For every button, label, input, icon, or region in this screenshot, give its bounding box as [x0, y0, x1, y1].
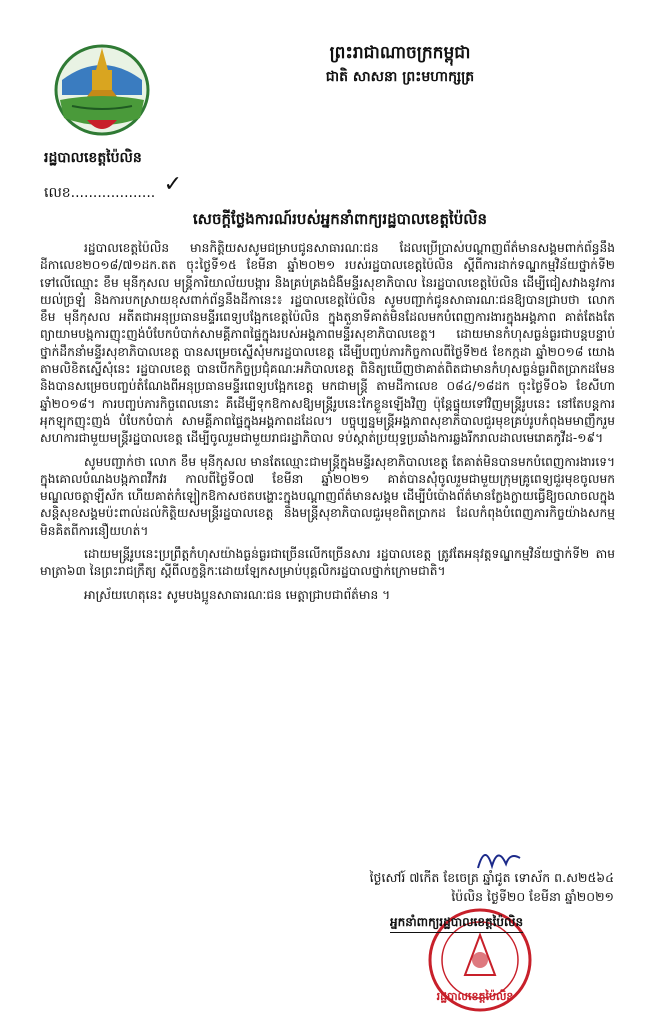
checkmark-icon: ✓: [163, 172, 183, 197]
paragraph-4: អាស្រ័យហេតុនេះ សូមបងប្អូនសាធារណៈជន មេត្តាជ្រាបជាព័ត៌មាន ។: [84, 587, 391, 602]
lunar-date: ថ្ងៃសៅរ៍ ៧កើត ខែចេត្រ ឆ្នាំជូត ទោស័ក ព.ស២៥៦៤: [369, 870, 614, 885]
document-body: [40, 240, 615, 610]
paragraph-1: រដ្ឋបាលខេត្តប៉ៃលិន មានកិត្តិយសសូមជម្រាបជូនសាធារណៈជន ដែលប្រើប្រាស់បណ្ដាញព័ត៌មានសង្គមពាក់ព័ន្ធនឹងដីកាលេខ២០១៨/៧១ដក.តត ចុះថ្ងៃទី១៥ ខែមីនា ឆ្នាំ២០២១ របស់រដ្ឋបាលខេត្តប៉ៃលិន ស្ដីពីការដាក់ទណ្ឌកម្មវិន័យថ្នាក់ទី២ ទៅលើឈ្មោះ ខឹម មុនីកុសល មន្ត្រីការិយាល័យបង្ការ និងគ្រប់គ្រងជំងឺមន្ទីរសុខាភិបាល នៃរដ្ឋបាលខេត្តប៉ៃលិន ដើម្បីជៀសវាងនូវការយល់ច្រឡំ និងការបកស្រាយខុសពាក់ព័ន្ធនឹងដីកានេះ៖ រដ្ឋបាលខេត្តប៉ៃលិន សូមបញ្ជាក់ជូនសាធារណៈជនឱ្យបានជ្រាបថា លោក ខឹម មុនីកុសល អតីតជាអនុប្រធានមន្ទីរពេទ្យបង្អែកខេត្តប៉ៃលិន ក្នុងតួនាទីគាត់មិនដែលមកបំពេញការងារក្នុងអង្គភាព គាត់តែងតែព្យាយាមបង្កការញុះញង់បំបែកបំបាក់សាមគ្គីភាពផ្ទៃក្នុងរបស់អង្គភាពមន្ទីរសុខាភិបាលខេត្ត។ ដោយមានកំហុសធ្ងន់ធ្ងរជាបន្តបន្ទាប់ថ្នាក់ដឹកនាំមន្ទីរសុខាភិបាលខេត្ត បានសម្រេចស្នើសុំមករដ្ឋបាលខេត្ត ដើម្បីបញ្ចប់ភារកិច្ចកាលពីថ្ងៃទី២៥ ខែកក្កដា ឆ្នាំ២០១៨ យោងតាមលិខិតស្នើសុំនេះ រដ្ឋបាលខេត្ត បានបើកកិច្ចប្រជុំគណៈអភិបាលខេត្ត ពិនិត្យឃើញថាគាត់ពិតជាមានកំហុសធ្ងន់ធ្ងរពិតប្រាកដមែន និងបានសម្រេចបញ្ចប់តំណែងពីអនុប្រធានមន្ទីរពេទ្យបង្អែកខេត្ត មកជាមន្ត្រី តាមដីកាលេខ ០៨៤/១៨ដក ចុះថ្ងៃទី០៦ ខែសីហា ឆ្នាំ២០១៨។ ការបញ្ចប់ភារកិច្ចពេលនោះ គឺដើម្បីទុកឱកាសឱ្យមន្ត្រីរូបនេះកែខ្លួនឡើងវិញ ប៉ុន្តែផ្ទុយទៅវិញមន្ត្រីរូបនេះ នៅតែបន្តការអុកឡុកញុះញង់ បំបែកបំបាក់ សាមគ្គីភាពផ្ទៃក្នុងអង្គភាពដដែល។ បច្ចុប្បន្នមន្ត្រីអង្គភាពសុខាភិបាលជួរមុខគ្រប់រូបកំពុងមមាញឹករួមសហការជាមួយមន្ត្រីរដ្ឋបាលខេត្ត ដើម្បីចូលរួមជាមួយរាជរដ្ឋាភិបាល ទប់ស្កាត់ប្រយុទ្ធប្រឆាំងការឆ្លងរីករាលដាលមេរោគកូវីដ-១៩។: [40, 241, 615, 446]
signer-title: អ្នកនាំពាក្យរដ្ឋបាលខេត្តប៉ៃលិន: [390, 914, 523, 933]
paragraph-2: សូមបញ្ជាក់ថា លោក ខឹម មុនីកុសល មានតែឈ្មោះជាមន្ត្រីក្នុងមន្ទីរសុខាភិបាលខេត្ត តែគាត់មិនបានមកបំពេញការងារទេ។ ក្នុងគោលបំណងបង្កភាពវឹកវរ កាលពីថ្ងៃទី០៧ ខែមីនា ឆ្នាំ២០២១ គាត់បានសុំចូលរួមជាមួយក្រុមគ្រូពេទ្យជួរមុខចូលមកមណ្ឌលចត្តាឡីស័ក ហើយគាត់កំឡៀកឱកាសថតបង្ហោះក្នុងបណ្ដាញព័ត៌មានសង្គម ដើម្បីបំប៉ោងព័ត៌មានក្លែងក្លាយធ្វើឱ្យចលាចលក្នុងសន្តិសុខសង្គមប៉ះពាល់ដល់កិត្តិយសមន្ត្រីរដ្ឋបាលខេត្ត និងមន្ត្រីសុខាភិបាលជួរមុខពិតប្រាកដ ដែលកំពុងបំពេញភារកិច្ចយ៉ាងសកម្មមិនគិតពីការនឿយហត់។: [40, 454, 615, 538]
province-emblem-logo: [52, 40, 152, 140]
kingdom-title: ព្រះរាជាណាចក្រកម្ពុជា: [329, 43, 471, 63]
paragraph-3: ដោយមន្ត្រីរូបនេះប្រព្រឹត្តកំហុសយ៉ាងធ្ងន់ធ្ងរជាច្រើនលើកច្រើនសារ រដ្ឋបាលខេត្ត ត្រូវតែអនុវត្តទណ្ឌកម្មវិន័យថ្នាក់ទី២ តាមមាត្រា៦៣ នៃព្រះរាជក្រឹត្យ ស្ដីពីលក្ខន្តិកៈដោយឡែកសម្រាប់បុគ្គលិករដ្ឋបាលថ្នាក់ក្រោមជាតិ។: [40, 547, 615, 579]
national-motto: ជាតិ សាសនា ព្រះមហាក្សត្រ: [325, 69, 475, 85]
document-title: សេចក្ដីថ្លែងការណ៍របស់អ្នកនាំពាក្យរដ្ឋបាលខេត្តប៉ៃលិន: [192, 210, 488, 228]
document-number-label: លេខ...................: [44, 185, 156, 201]
solar-date: ប៉ៃលិន ថ្ងៃទី២០ ខែមីនា ឆ្នាំ២០២១: [451, 889, 614, 904]
letterhead: [200, 40, 600, 88]
document-number: [44, 172, 183, 204]
seal-caption: រដ្ឋបាលខេត្តប៉ៃលិន: [436, 990, 514, 1003]
issuing-administration: រដ្ឋបាលខេត្តប៉ៃលិន: [44, 150, 142, 166]
date-block: [294, 868, 614, 906]
